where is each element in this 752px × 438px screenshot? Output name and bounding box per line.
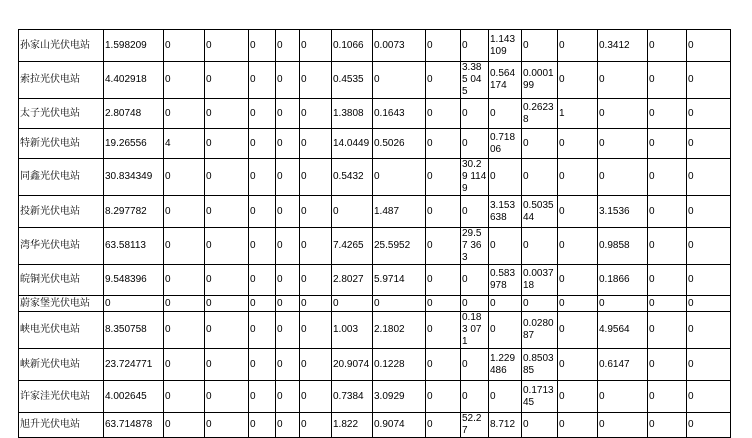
value-cell: 0 — [164, 312, 205, 349]
value-cell: 0 — [164, 296, 205, 312]
value-cell: 0 — [687, 413, 731, 438]
value-cell: 0 — [426, 228, 461, 265]
value-cell: 0 — [687, 159, 731, 196]
value-cell: 0 — [598, 413, 648, 438]
value-cell: 0 — [522, 228, 558, 265]
value-cell: 0 — [426, 62, 461, 99]
value-cell: 0 — [648, 349, 687, 381]
value-cell: 0 — [426, 129, 461, 159]
value-cell: 0 — [276, 349, 300, 381]
value-cell: 0 — [461, 296, 489, 312]
value-cell: 0 — [461, 349, 489, 381]
value-cell: 30.29 1149 — [461, 159, 489, 196]
value-cell: 0 — [558, 349, 598, 381]
value-cell: 0 — [489, 312, 522, 349]
value-cell: 0 — [332, 296, 373, 312]
value-cell: 0.1066 — [332, 30, 373, 62]
value-cell: 0 — [687, 62, 731, 99]
value-cell: 0 — [648, 159, 687, 196]
value-cell: 0 — [461, 265, 489, 296]
value-cell: 3.153 638 — [489, 196, 522, 228]
value-cell: 0 — [300, 196, 332, 228]
value-cell: 0 — [426, 159, 461, 196]
value-cell: 0 — [205, 30, 249, 62]
value-cell: 0 — [164, 30, 205, 62]
value-cell: 0.1866 — [598, 265, 648, 296]
table-body — [19, 30, 731, 438]
value-cell: 0 — [648, 296, 687, 312]
value-cell: 63.714878 — [104, 413, 164, 438]
table-row — [19, 62, 731, 99]
value-cell: 0 — [426, 296, 461, 312]
value-cell: 0.2623 8 — [522, 99, 558, 129]
value-cell: 0 — [558, 30, 598, 62]
value-cell: 9.548396 — [104, 265, 164, 296]
station-name-cell: 许家洼光伏电站 — [19, 381, 104, 413]
value-cell: 0 — [489, 228, 522, 265]
value-cell: 0 — [276, 196, 300, 228]
value-cell: 0 — [426, 99, 461, 129]
value-cell: 0 — [104, 296, 164, 312]
value-cell: 0.8503 85 — [522, 349, 558, 381]
value-cell: 1.487 — [373, 196, 426, 228]
table-row — [19, 99, 731, 129]
value-cell: 0 — [489, 159, 522, 196]
value-cell: 0 — [164, 99, 205, 129]
value-cell: 0 — [276, 413, 300, 438]
value-cell: 0 — [300, 413, 332, 438]
value-cell: 0 — [164, 349, 205, 381]
value-cell: 0 — [558, 62, 598, 99]
value-cell: 0 — [276, 265, 300, 296]
value-cell: 4 — [164, 129, 205, 159]
value-cell: 0 — [687, 228, 731, 265]
value-cell: 0 — [205, 296, 249, 312]
value-cell: 0 — [300, 296, 332, 312]
value-cell: 0 — [205, 196, 249, 228]
value-cell: 0 — [461, 129, 489, 159]
value-cell: 0 — [558, 381, 598, 413]
value-cell: 0 — [276, 296, 300, 312]
table-row — [19, 349, 731, 381]
value-cell: 0 — [249, 265, 276, 296]
value-cell: 0 — [164, 265, 205, 296]
value-cell: 0 — [249, 159, 276, 196]
value-cell: 0.1228 — [373, 349, 426, 381]
value-cell: 0 — [205, 159, 249, 196]
value-cell: 0 — [276, 228, 300, 265]
value-cell: 52.27 — [461, 413, 489, 438]
table-row — [19, 381, 731, 413]
value-cell: 0 — [598, 381, 648, 413]
station-name-cell: 太子光伏电站 — [19, 99, 104, 129]
value-cell: 0 — [249, 62, 276, 99]
value-cell: 0 — [300, 30, 332, 62]
value-cell: 0 — [426, 381, 461, 413]
value-cell: 0 — [648, 312, 687, 349]
value-cell: 2.8027 — [332, 265, 373, 296]
value-cell: 0 — [687, 349, 731, 381]
value-cell: 1.822 — [332, 413, 373, 438]
value-cell: 0 — [558, 296, 598, 312]
value-cell: 0 — [648, 99, 687, 129]
value-cell: 0.9074 — [373, 413, 426, 438]
value-cell: 0 — [205, 62, 249, 99]
value-cell: 2.80748 — [104, 99, 164, 129]
value-cell: 0 — [558, 312, 598, 349]
value-cell: 0 — [461, 196, 489, 228]
value-cell: 0.0073 — [373, 30, 426, 62]
value-cell: 0 — [164, 159, 205, 196]
value-cell: 0 — [522, 159, 558, 196]
value-cell: 0 — [205, 349, 249, 381]
value-cell: 0 — [164, 381, 205, 413]
value-cell: 0 — [687, 265, 731, 296]
table-row — [19, 228, 731, 265]
value-cell: 29.57 363 — [461, 228, 489, 265]
station-name-cell: 峡新光伏电站 — [19, 349, 104, 381]
value-cell: 0.5035 44 — [522, 196, 558, 228]
value-cell: 0.583 978 — [489, 265, 522, 296]
station-name-cell: 峡电光伏电站 — [19, 312, 104, 349]
station-name-cell: 湾华光伏电站 — [19, 228, 104, 265]
value-cell: 3.1536 — [598, 196, 648, 228]
value-cell: 0.7384 — [332, 381, 373, 413]
value-cell: 0 — [687, 381, 731, 413]
value-cell: 0 — [300, 381, 332, 413]
value-cell: 0 — [164, 413, 205, 438]
station-name-cell: 同鑫光伏电站 — [19, 159, 104, 196]
value-cell: 0 — [598, 99, 648, 129]
value-cell: 14.0449 — [332, 129, 373, 159]
value-cell: 0 — [648, 30, 687, 62]
value-cell: 0 — [426, 312, 461, 349]
value-cell: 0 — [598, 296, 648, 312]
value-cell: 0 — [205, 381, 249, 413]
value-cell: 0 — [300, 159, 332, 196]
value-cell: 7.4265 — [332, 228, 373, 265]
value-cell: 0 — [205, 413, 249, 438]
table-row — [19, 129, 731, 159]
value-cell: 0 — [276, 312, 300, 349]
value-cell: 0 — [300, 349, 332, 381]
value-cell: 0 — [300, 62, 332, 99]
value-cell: 0 — [598, 159, 648, 196]
value-cell: 0.5432 — [332, 159, 373, 196]
value-cell: 1 — [558, 99, 598, 129]
value-cell: 0 — [373, 159, 426, 196]
value-cell: 0 — [205, 312, 249, 349]
table-row — [19, 196, 731, 228]
value-cell: 0 — [249, 129, 276, 159]
table-row — [19, 312, 731, 349]
station-name-cell: 蔚家堡光伏电站 — [19, 296, 104, 312]
value-cell: 0.9858 — [598, 228, 648, 265]
value-cell: 0 — [276, 62, 300, 99]
table-row — [19, 265, 731, 296]
value-cell: 0 — [522, 296, 558, 312]
value-cell: 0 — [522, 129, 558, 159]
value-cell: 0 — [648, 129, 687, 159]
value-cell: 0 — [300, 99, 332, 129]
station-name-cell: 索拉光伏电站 — [19, 62, 104, 99]
value-cell: 0 — [648, 228, 687, 265]
value-cell: 0 — [648, 62, 687, 99]
value-cell: 0 — [249, 296, 276, 312]
value-cell: 0 — [164, 62, 205, 99]
station-name-cell: 皖铜光伏电站 — [19, 265, 104, 296]
station-name-cell: 特新光伏电站 — [19, 129, 104, 159]
value-cell: 0 — [426, 349, 461, 381]
value-cell: 0 — [332, 196, 373, 228]
value-cell: 0.3412 — [598, 30, 648, 62]
value-cell: 0 — [522, 30, 558, 62]
value-cell: 0 — [489, 381, 522, 413]
value-cell: 0.5026 — [373, 129, 426, 159]
value-cell: 4.9564 — [598, 312, 648, 349]
value-cell: 3.385 045 — [461, 62, 489, 99]
value-cell: 0 — [249, 413, 276, 438]
value-cell: 0 — [598, 129, 648, 159]
value-cell: 1.229 486 — [489, 349, 522, 381]
value-cell: 0 — [276, 129, 300, 159]
value-cell: 0 — [489, 99, 522, 129]
value-cell: 0.718 06 — [489, 129, 522, 159]
value-cell: 0 — [205, 228, 249, 265]
value-cell: 0 — [558, 265, 598, 296]
value-cell: 0 — [205, 99, 249, 129]
value-cell: 0 — [648, 413, 687, 438]
value-cell: 0 — [558, 129, 598, 159]
value-cell: 30.834349 — [104, 159, 164, 196]
value-cell: 0 — [205, 265, 249, 296]
value-cell: 0.183 071 — [461, 312, 489, 349]
value-cell: 0 — [373, 62, 426, 99]
value-cell: 0 — [461, 30, 489, 62]
table-row — [19, 296, 731, 312]
value-cell: 1.3808 — [332, 99, 373, 129]
value-cell: 0 — [249, 99, 276, 129]
value-cell: 0 — [687, 312, 731, 349]
value-cell: 0 — [276, 30, 300, 62]
value-cell: 0.1713 45 — [522, 381, 558, 413]
value-cell: 0 — [249, 228, 276, 265]
value-cell: 0 — [249, 30, 276, 62]
value-cell: 0 — [489, 296, 522, 312]
value-cell: 8.712 — [489, 413, 522, 438]
value-cell: 0 — [558, 413, 598, 438]
value-cell: 5.9714 — [373, 265, 426, 296]
value-cell: 25.5952 — [373, 228, 426, 265]
value-cell: 0.0280 87 — [522, 312, 558, 349]
value-cell: 0 — [558, 196, 598, 228]
value-cell: 0 — [558, 159, 598, 196]
station-name-cell: 旭升光伏电站 — [19, 413, 104, 438]
value-cell: 0 — [426, 413, 461, 438]
value-cell: 0 — [558, 228, 598, 265]
value-cell: 0 — [276, 381, 300, 413]
value-cell: 0 — [687, 99, 731, 129]
value-cell: 0 — [687, 296, 731, 312]
value-cell: 0.1643 — [373, 99, 426, 129]
value-cell: 0.0001 99 — [522, 62, 558, 99]
value-cell: 0 — [648, 265, 687, 296]
value-cell: 0 — [687, 196, 731, 228]
value-cell: 0 — [598, 62, 648, 99]
value-cell: 0 — [300, 265, 332, 296]
value-cell: 4.402918 — [104, 62, 164, 99]
value-cell: 0 — [426, 196, 461, 228]
value-cell: 0 — [164, 228, 205, 265]
value-cell: 0 — [300, 312, 332, 349]
value-cell: 1.598209 — [104, 30, 164, 62]
value-cell: 0 — [249, 312, 276, 349]
value-cell: 0 — [300, 228, 332, 265]
value-cell: 0 — [426, 30, 461, 62]
table-row — [19, 30, 731, 62]
value-cell: 8.297782 — [104, 196, 164, 228]
value-cell: 0 — [205, 129, 249, 159]
value-cell: 0.4535 — [332, 62, 373, 99]
value-cell: 0 — [522, 413, 558, 438]
value-cell: 0 — [300, 129, 332, 159]
value-cell: 0 — [249, 381, 276, 413]
value-cell: 4.002645 — [104, 381, 164, 413]
value-cell: 0 — [461, 99, 489, 129]
value-cell: 8.350758 — [104, 312, 164, 349]
value-cell: 20.9074 — [332, 349, 373, 381]
station-name-cell: 孙家山光伏电站 — [19, 30, 104, 62]
value-cell: 0 — [461, 381, 489, 413]
value-cell: 0 — [164, 196, 205, 228]
value-cell: 0 — [687, 129, 731, 159]
value-cell: 0 — [687, 30, 731, 62]
value-cell: 3.0929 — [373, 381, 426, 413]
table-row — [19, 159, 731, 196]
value-cell: 2.1802 — [373, 312, 426, 349]
value-cell: 0 — [426, 265, 461, 296]
value-cell: 0 — [276, 159, 300, 196]
value-cell: 0 — [249, 349, 276, 381]
table-row — [19, 413, 731, 438]
station-name-cell: 投新光伏电站 — [19, 196, 104, 228]
data-table — [18, 29, 731, 438]
value-cell: 0 — [276, 99, 300, 129]
value-cell: 0 — [249, 196, 276, 228]
value-cell: 0 — [373, 296, 426, 312]
value-cell: 0.0037 18 — [522, 265, 558, 296]
value-cell: 0.564 174 — [489, 62, 522, 99]
value-cell: 23.724771 — [104, 349, 164, 381]
value-cell: 1.143 109 — [489, 30, 522, 62]
value-cell: 19.26556 — [104, 129, 164, 159]
value-cell: 1.003 — [332, 312, 373, 349]
value-cell: 63.58113 — [104, 228, 164, 265]
value-cell: 0 — [648, 381, 687, 413]
value-cell: 0.6147 — [598, 349, 648, 381]
value-cell: 0 — [648, 196, 687, 228]
